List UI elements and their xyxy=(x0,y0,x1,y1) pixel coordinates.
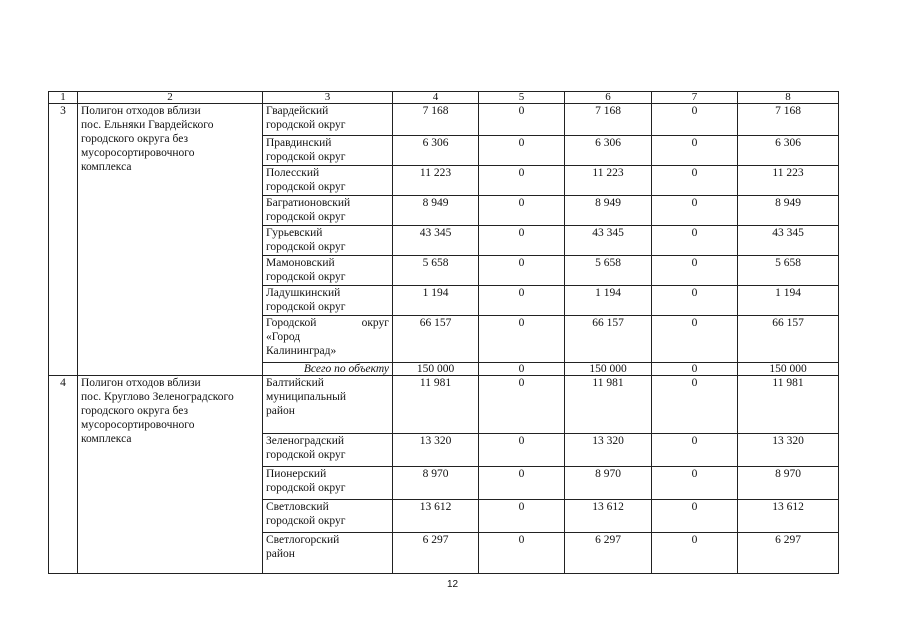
value-cell-c4: 11 223 xyxy=(393,166,479,196)
header-cell: 1 xyxy=(49,92,78,104)
district-line: Пионерский xyxy=(266,468,327,480)
district-name xyxy=(263,166,393,196)
object-name-line: Полигон отходов вблизи xyxy=(81,105,201,117)
district-word: Городской xyxy=(266,317,317,329)
value-cell-c5: 0 xyxy=(479,196,565,226)
district-line: Балтийский xyxy=(266,377,324,389)
value-cell-c6: 11 223 xyxy=(565,166,652,196)
header-cell: 7 xyxy=(652,92,738,104)
district-line: муниципальный xyxy=(266,391,347,403)
district-line: Ладушкинский xyxy=(266,287,341,299)
table-row xyxy=(49,104,839,136)
district-line: район xyxy=(266,405,295,417)
value-cell-c7: 0 xyxy=(652,196,738,226)
object-name-line: мусоросортировочного xyxy=(81,419,195,431)
row-number: 3 xyxy=(49,104,78,376)
value-cell-c7: 0 xyxy=(652,533,738,574)
value-cell-c8: 6 306 xyxy=(738,136,839,166)
object-name-line: городского округа без xyxy=(81,133,188,145)
district-line: городской округ xyxy=(266,211,346,223)
table-row xyxy=(49,376,839,434)
value-cell-c5: 0 xyxy=(479,467,565,500)
total-value-c5: 0 xyxy=(479,363,565,376)
district-name xyxy=(263,256,393,286)
value-cell-c4: 6 306 xyxy=(393,136,479,166)
value-cell-c7: 0 xyxy=(652,376,738,434)
value-cell-c5: 0 xyxy=(479,166,565,196)
value-cell-c6: 5 658 xyxy=(565,256,652,286)
value-cell-c7: 0 xyxy=(652,467,738,500)
value-cell-c5: 0 xyxy=(479,434,565,467)
object-name-line: пос. Ельняки Гвардейского xyxy=(81,119,214,131)
value-cell-c6: 66 157 xyxy=(565,316,652,363)
district-name xyxy=(263,104,393,136)
district-line: Полесский xyxy=(266,167,320,179)
value-cell-c4: 1 194 xyxy=(393,286,479,316)
district-line: Светлогорский xyxy=(266,534,340,546)
value-cell-c6: 13 320 xyxy=(565,434,652,467)
district-line: городской округ xyxy=(266,181,346,193)
district-word: округ xyxy=(361,317,389,329)
value-cell-c7: 0 xyxy=(652,256,738,286)
value-cell-c5: 0 xyxy=(479,500,565,533)
value-cell-c4: 8 970 xyxy=(393,467,479,500)
value-cell-c7: 0 xyxy=(652,500,738,533)
value-cell-c6: 7 168 xyxy=(565,104,652,136)
page-number: 12 xyxy=(446,579,459,590)
value-cell-c5: 0 xyxy=(479,226,565,256)
value-cell-c8: 7 168 xyxy=(738,104,839,136)
value-cell-c8: 6 297 xyxy=(738,533,839,574)
district-line: Калининград» xyxy=(266,345,337,357)
value-cell-c6: 8 970 xyxy=(565,467,652,500)
district-line: городской округ xyxy=(266,119,346,131)
waste-allocation-table xyxy=(48,91,839,574)
district-line: городской округ xyxy=(266,301,346,313)
value-cell-c4: 11 981 xyxy=(393,376,479,434)
total-value-c7: 0 xyxy=(652,363,738,376)
value-cell-c7: 0 xyxy=(652,316,738,363)
district-name xyxy=(263,316,393,363)
object-name-line: пос. Круглово Зеленоградского xyxy=(81,391,234,403)
district-name xyxy=(263,136,393,166)
district-name xyxy=(263,196,393,226)
value-cell-c8: 13 320 xyxy=(738,434,839,467)
district-line: городской округ xyxy=(266,515,346,527)
value-cell-c6: 1 194 xyxy=(565,286,652,316)
value-cell-c8: 11 223 xyxy=(738,166,839,196)
value-cell-c5: 0 xyxy=(479,256,565,286)
header-cell: 4 xyxy=(393,92,479,104)
value-cell-c5: 0 xyxy=(479,286,565,316)
value-cell-c6: 43 345 xyxy=(565,226,652,256)
value-cell-c5: 0 xyxy=(479,136,565,166)
district-name xyxy=(263,500,393,533)
value-cell-c7: 0 xyxy=(652,434,738,467)
object-name xyxy=(78,376,263,574)
total-value-c8: 150 000 xyxy=(738,363,839,376)
total-label: Всего по объекту xyxy=(263,363,393,376)
value-cell-c6: 6 306 xyxy=(565,136,652,166)
object-name-line: мусоросортировочного xyxy=(81,147,195,159)
district-line: Мамоновский xyxy=(266,257,335,269)
district-line: городской округ xyxy=(266,482,346,494)
value-cell-c5: 0 xyxy=(479,376,565,434)
value-cell-c8: 66 157 xyxy=(738,316,839,363)
value-cell-c5: 0 xyxy=(479,316,565,363)
value-cell-c8: 1 194 xyxy=(738,286,839,316)
value-cell-c7: 0 xyxy=(652,286,738,316)
value-cell-c7: 0 xyxy=(652,166,738,196)
value-cell-c4: 66 157 xyxy=(393,316,479,363)
district-line: Гурьевский xyxy=(266,227,323,239)
header-cell: 5 xyxy=(479,92,565,104)
value-cell-c6: 13 612 xyxy=(565,500,652,533)
object-name-line: Полигон отходов вблизи xyxy=(81,377,201,389)
total-value-c4: 150 000 xyxy=(393,363,479,376)
district-line: Зеленоградский xyxy=(266,435,345,447)
object-name-line: комплекса xyxy=(81,161,132,173)
district-line: Багратионовский xyxy=(266,197,351,209)
header-row xyxy=(49,92,839,104)
value-cell-c4: 5 658 xyxy=(393,256,479,286)
district-name xyxy=(263,286,393,316)
value-cell-c8: 5 658 xyxy=(738,256,839,286)
value-cell-c4: 13 612 xyxy=(393,500,479,533)
value-cell-c6: 8 949 xyxy=(565,196,652,226)
district-line: Светловский xyxy=(266,501,329,513)
value-cell-c8: 8 970 xyxy=(738,467,839,500)
value-cell-c4: 7 168 xyxy=(393,104,479,136)
district-name xyxy=(263,376,393,434)
district-line: городской округ xyxy=(266,241,346,253)
header-cell: 6 xyxy=(565,92,652,104)
row-number: 4 xyxy=(49,376,78,574)
object-name-line: комплекса xyxy=(81,433,132,445)
value-cell-c4: 6 297 xyxy=(393,533,479,574)
header-cell: 8 xyxy=(738,92,839,104)
value-cell-c8: 13 612 xyxy=(738,500,839,533)
object-name-line: городского округа без xyxy=(81,405,188,417)
value-cell-c4: 43 345 xyxy=(393,226,479,256)
value-cell-c6: 6 297 xyxy=(565,533,652,574)
district-line: городской округ xyxy=(266,151,346,163)
value-cell-c7: 0 xyxy=(652,104,738,136)
district-line: «Город xyxy=(266,331,301,343)
district-name xyxy=(263,434,393,467)
total-value-c6: 150 000 xyxy=(565,363,652,376)
header-cell: 3 xyxy=(263,92,393,104)
value-cell-c7: 0 xyxy=(652,226,738,256)
value-cell-c8: 8 949 xyxy=(738,196,839,226)
value-cell-c7: 0 xyxy=(652,136,738,166)
header-cell: 2 xyxy=(78,92,263,104)
district-line: городской округ xyxy=(266,449,346,461)
value-cell-c4: 8 949 xyxy=(393,196,479,226)
value-cell-c6: 11 981 xyxy=(565,376,652,434)
district-line: Гвардейский xyxy=(266,105,329,117)
object-name xyxy=(78,104,263,376)
value-cell-c4: 13 320 xyxy=(393,434,479,467)
district-line: городской округ xyxy=(266,271,346,283)
district-name xyxy=(263,467,393,500)
district-justified-line xyxy=(266,316,389,330)
value-cell-c8: 43 345 xyxy=(738,226,839,256)
value-cell-c5: 0 xyxy=(479,104,565,136)
value-cell-c8: 11 981 xyxy=(738,376,839,434)
district-name xyxy=(263,533,393,574)
district-line: район xyxy=(266,548,295,560)
value-cell-c5: 0 xyxy=(479,533,565,574)
district-name xyxy=(263,226,393,256)
district-line: Правдинский xyxy=(266,137,332,149)
